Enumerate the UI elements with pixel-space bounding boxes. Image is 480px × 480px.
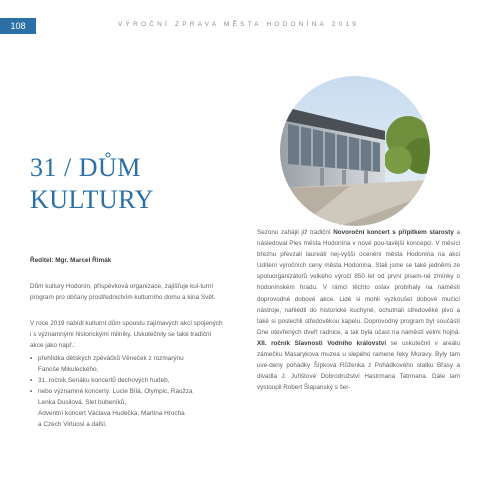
building-photo: [280, 76, 430, 226]
director-line: Ředitel: Mgr. Marcel Řimák: [30, 257, 112, 264]
running-header: VÝROČNÍ ZPRAVA MĚSTA HODONÍNA 2019: [118, 21, 360, 28]
list-item-continuation: Adventní koncert Václava Hudečka, Martina Hrocha: [38, 410, 185, 417]
list-item-continuation: Fanoše Mikuleckého,: [38, 366, 99, 373]
section-title-line-2: KULTURY: [30, 185, 154, 214]
left-column: [30, 255, 225, 430]
section-title: [30, 152, 230, 216]
section-title-line-1: 31 / DŮM: [30, 153, 141, 182]
right-column-text: Sezonu zahájil již tradiční Novoroční koncert s přípitkem starosty a následoval Ples města Hodonína v nové pou-tavější koncepci. V měsíci březnu převzali laureáti nej-vyšší ocenění města Hodonína na akci Udílení výročních ceny města Hodonína. Stali jsme se také jedněmi ze spoluorganizátorů velkého výročí 850 let od první písem-né zmínky o hodonínském hradu. V rámci těchto oslav probíhaly na náměstí doprovodné dobové akce. Lidé si mohli vyzkoušet dobové mučicí nástroje, nahlédli do historické kuchyně, ochutnali středověké pivo a také si poslechli středověkou kapelu. Doprovodný program byl součástí Dne otevřených dveří radnice, a tak byla účast na náměstí velmi hojná. XII. ročník Slavnosti Vodního království se uskutečnil v areálu zámečku Masarykova muzea u slepého ramene řeky Moravy. Byly tam uve-deny pohádky Šípková Růženka z Pohádkového statku Břasy a divadla J. Juřištové Dobrodružství Hastrmana Tatrmana. Dále tam vystoupil Robert Šlapanský s šer-: [257, 229, 460, 392]
list-item: • nebo významné koncerty: Lucie Bílá, Olympic, Raožza: [30, 388, 193, 395]
list-item: • přehlídka dětských zpěváčků Věneček z rozmarýnu: [30, 355, 184, 362]
list-item-continuation: Lenka Dusilová, Slet bubeníků,: [38, 399, 127, 406]
page-number: 108: [0, 18, 36, 34]
list-item: • 31. ročník Senáku koncertů dechových hudeb,: [30, 377, 170, 384]
events-paragraph: V roce 2019 nabídl kulturní dům spoustu zajímavých akcí spojených i s významnými historickými milníky. Uskutečnily se také tradiční akce jako např.:: [30, 320, 223, 349]
bold-phrase: Novoroční koncert s přípitkem starosty: [333, 229, 454, 236]
bold-phrase: XII. ročník Slavnosti Vodního království: [257, 339, 387, 347]
list-item-continuation: a Czech Virtuosi a další.: [38, 421, 107, 428]
intro-paragraph: Dům kultury Hodonín, příspěvková organizace, zajišťuje kul-turní program pro občany prostřednictvím kulturního domu a kina Svět.: [30, 283, 216, 301]
events-list: [30, 353, 225, 430]
